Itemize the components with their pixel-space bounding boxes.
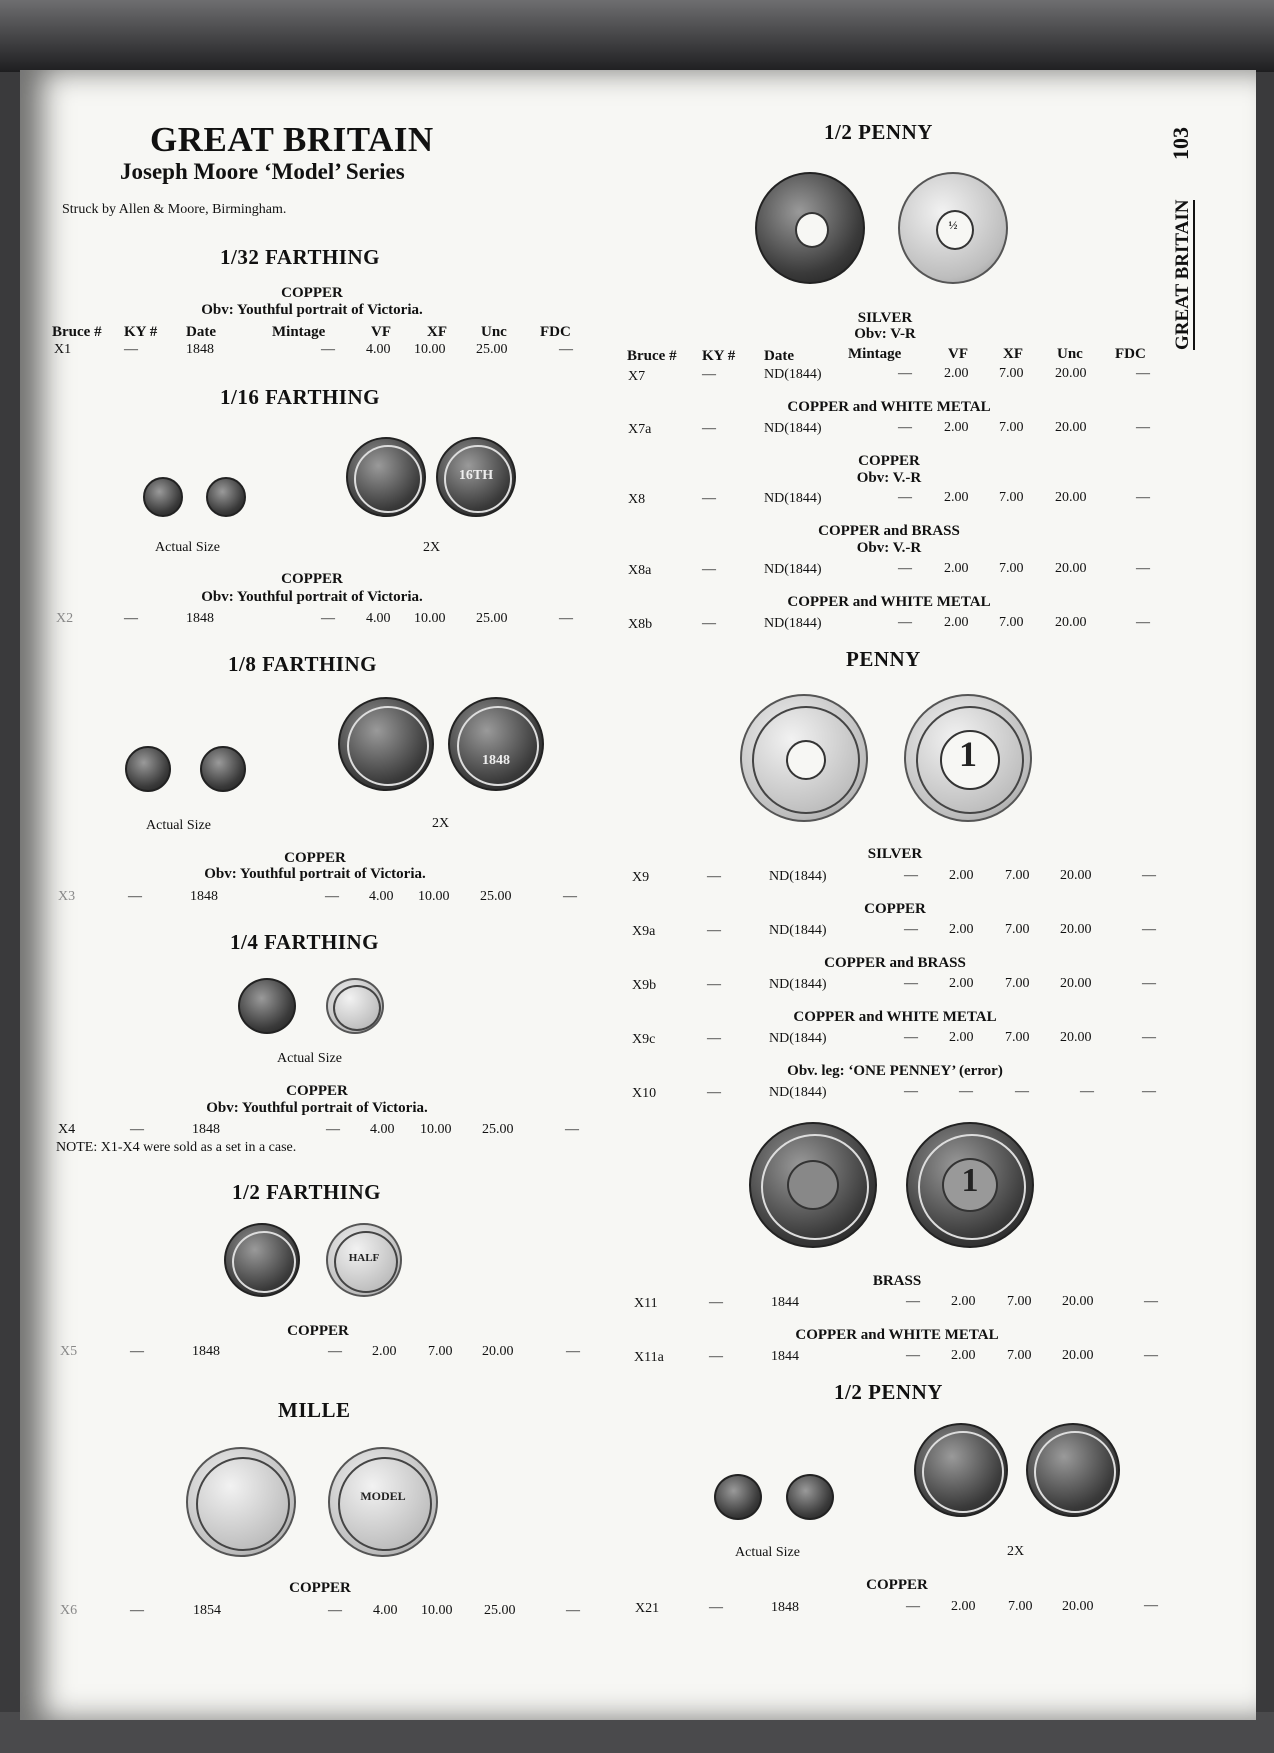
obverse-label: Obv: V.-R	[856, 540, 922, 556]
coin-obverse-actual	[143, 477, 183, 517]
col-fdc: FDC	[1115, 346, 1146, 362]
metal-label: COPPER	[281, 285, 343, 301]
obverse-label: Obv: Youthful portrait of Victoria.	[206, 1100, 428, 1116]
metal-label: SILVER	[867, 846, 923, 862]
coin-obverse-2x	[346, 437, 426, 517]
metal-label: COPPER and BRASS	[824, 955, 966, 971]
col-date: Date	[186, 324, 216, 340]
coin-obverse-2x	[338, 697, 434, 791]
metal-label: COPPER	[864, 901, 926, 917]
mint-note: Struck by Allen & Moore, Birmingham.	[62, 202, 287, 217]
col-vf: VF	[371, 324, 391, 340]
section-title-1-2-farthing: 1/2 FARTHING	[232, 1180, 381, 1204]
page-subtitle: Joseph Moore ‘Model’ Series	[120, 159, 405, 184]
col-mintage: Mintage	[272, 324, 326, 340]
metal-label: COPPER and BRASS	[818, 523, 960, 539]
set-note: NOTE: X1-X4 were sold as a set in a case.	[56, 1140, 297, 1155]
section-title-mille: MILLE	[278, 1398, 351, 1422]
col-xf: XF	[427, 324, 447, 340]
section-title-penny: PENNY	[846, 647, 921, 671]
metal-label: COPPER and WHITE METAL	[795, 1327, 999, 1343]
enlarged-caption: 2X	[1007, 1544, 1025, 1559]
coin-reverse-actual	[206, 477, 246, 517]
coin-reverse: HALF	[326, 1223, 402, 1297]
section-title-half-penny: 1/2 PENNY	[824, 120, 933, 144]
coin-reverse-2x: 16TH	[436, 437, 516, 517]
col-bruce: Bruce #	[52, 324, 102, 340]
coin-reverse: 1	[906, 1122, 1034, 1248]
coin-reverse: 1	[904, 694, 1032, 822]
actual-size-caption: Actual Size	[277, 1051, 342, 1066]
metal-label: COPPER	[287, 1323, 349, 1339]
obverse-label: Obv: Youthful portrait of Victoria.	[201, 589, 423, 605]
coin-reverse-actual	[786, 1474, 834, 1520]
section-title-1-4-farthing: 1/4 FARTHING	[230, 930, 379, 954]
coin-obverse	[749, 1122, 877, 1248]
section-title-half-penny-2: 1/2 PENNY	[834, 1380, 943, 1404]
coin-obverse	[740, 694, 868, 822]
scan-top-edge	[0, 0, 1274, 72]
obverse-label: Obv: Youthful portrait of Victoria.	[204, 866, 426, 882]
section-title-1-32-farthing: 1/32 FARTHING	[220, 245, 380, 269]
metal-label: COPPER	[866, 1577, 928, 1593]
col-unc: Unc	[1057, 346, 1083, 362]
section-title-1-8-farthing: 1/8 FARTHING	[228, 652, 377, 676]
coin-obverse	[755, 172, 865, 284]
coin-reverse	[326, 978, 384, 1034]
page-title: GREAT BRITAIN	[150, 120, 434, 159]
col-ky: KY #	[124, 324, 158, 340]
obverse-label: Obv: V-R	[854, 326, 916, 342]
actual-size-caption: Actual Size	[155, 540, 220, 555]
coin-reverse-actual	[200, 746, 246, 792]
col-unc: Unc	[481, 324, 507, 340]
coin-reverse: MODEL	[328, 1447, 438, 1557]
enlarged-caption: 2X	[423, 540, 441, 555]
side-running-title: GREAT BRITAIN 103	[1168, 127, 1193, 350]
metal-label: COPPER and WHITE METAL	[787, 399, 991, 415]
coin-obverse	[186, 1447, 296, 1557]
coin-obverse-actual	[714, 1474, 762, 1520]
col-date: Date	[764, 348, 794, 364]
coin-obverse-actual	[125, 746, 171, 792]
obverse-label: Obv: V.-R	[856, 470, 922, 486]
metal-label: COPPER and WHITE METAL	[787, 594, 991, 610]
col-ky: KY #	[702, 348, 736, 364]
coin-obverse	[224, 1223, 300, 1297]
coin-reverse-2x: 1848	[448, 697, 544, 791]
metal-label: COPPER	[284, 850, 346, 866]
coin-reverse-2x	[1026, 1423, 1120, 1517]
metal-label: SILVER	[857, 310, 913, 326]
obverse-label: Obv: Youthful portrait of Victoria.	[201, 302, 423, 318]
metal-label: COPPER and WHITE METAL	[793, 1009, 997, 1025]
col-bruce: Bruce #	[627, 348, 677, 364]
col-vf: VF	[948, 346, 968, 362]
metal-label: COPPER	[289, 1580, 351, 1596]
coin-obverse	[238, 978, 296, 1034]
metal-label: COPPER	[858, 453, 920, 469]
metal-label: COPPER	[281, 571, 343, 587]
actual-size-caption: Actual Size	[146, 818, 211, 833]
coin-obverse-2x	[914, 1423, 1008, 1517]
col-xf: XF	[1003, 346, 1023, 362]
metal-label: BRASS	[872, 1273, 922, 1289]
col-mintage: Mintage	[848, 346, 902, 362]
coin-reverse: ½	[898, 172, 1008, 284]
col-fdc: FDC	[540, 324, 571, 340]
enlarged-caption: 2X	[432, 816, 450, 831]
error-legend-label: Obv. leg: ‘ONE PENNEY’ (error)	[787, 1063, 1003, 1079]
metal-label: COPPER	[286, 1083, 348, 1099]
section-title-1-16-farthing: 1/16 FARTHING	[220, 385, 380, 409]
actual-size-caption: Actual Size	[735, 1545, 800, 1560]
